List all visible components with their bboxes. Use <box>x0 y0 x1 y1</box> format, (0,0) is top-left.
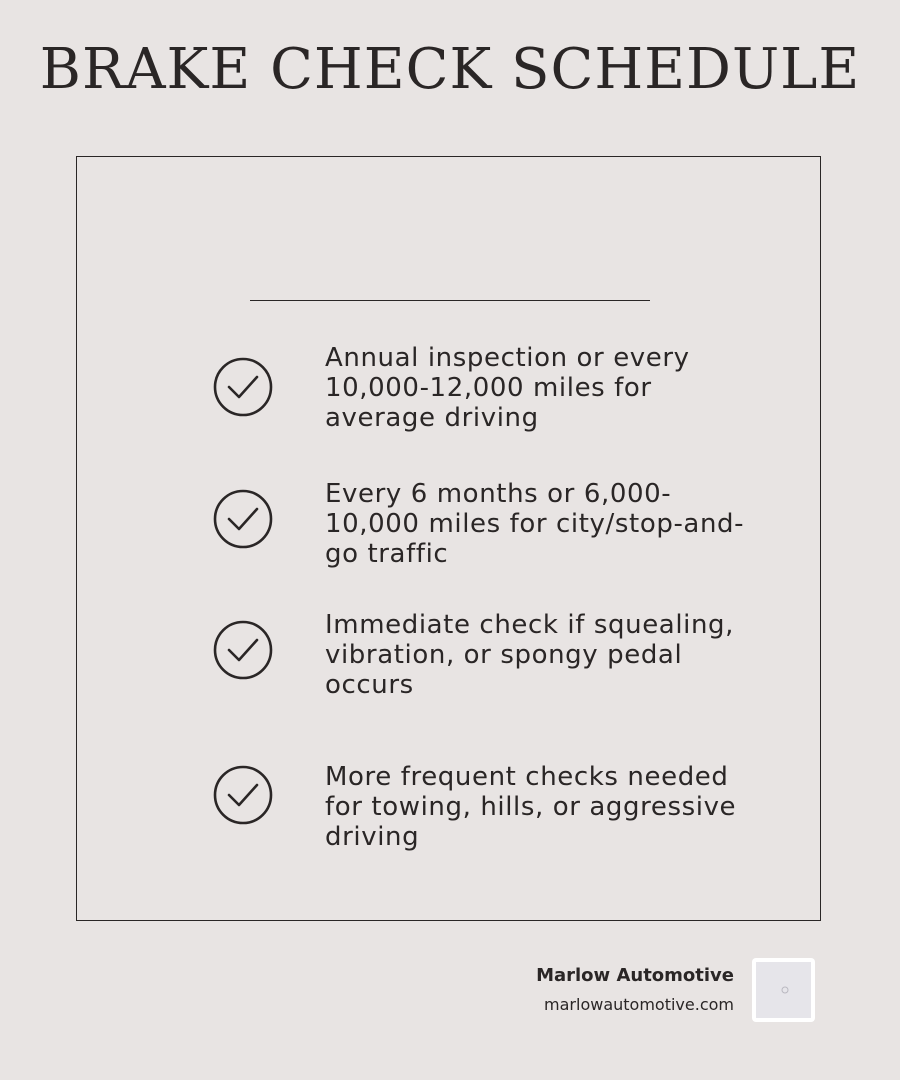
company-name: Marlow Automotive <box>536 965 734 986</box>
check-circle-icon <box>212 619 274 681</box>
list-item-text: Annual inspection or every 10,000-12,000 miles for average driving <box>325 343 690 433</box>
logo-placeholder <box>756 962 811 1018</box>
check-circle-icon <box>212 356 274 418</box>
list-item-text: Immediate check if squealing, vibration, or spongy pedal occurs <box>325 610 735 700</box>
list-item-text: Every 6 months or 6,000-10,000 miles for city/stop-and-go traffic <box>325 479 745 569</box>
check-circle-icon <box>212 764 274 826</box>
check-circle-icon <box>212 488 274 550</box>
company-logo <box>752 958 815 1022</box>
list-item-text: More frequent checks needed for towing, hills, or aggressive driving <box>325 762 737 852</box>
logo-mark-icon <box>781 986 789 994</box>
page-title: BRAKE CHECK SCHEDULE <box>39 37 861 102</box>
footer-branding <box>536 964 734 1017</box>
section-divider <box>250 300 650 301</box>
company-website[interactable]: marlowautomotive.com <box>544 995 734 1014</box>
